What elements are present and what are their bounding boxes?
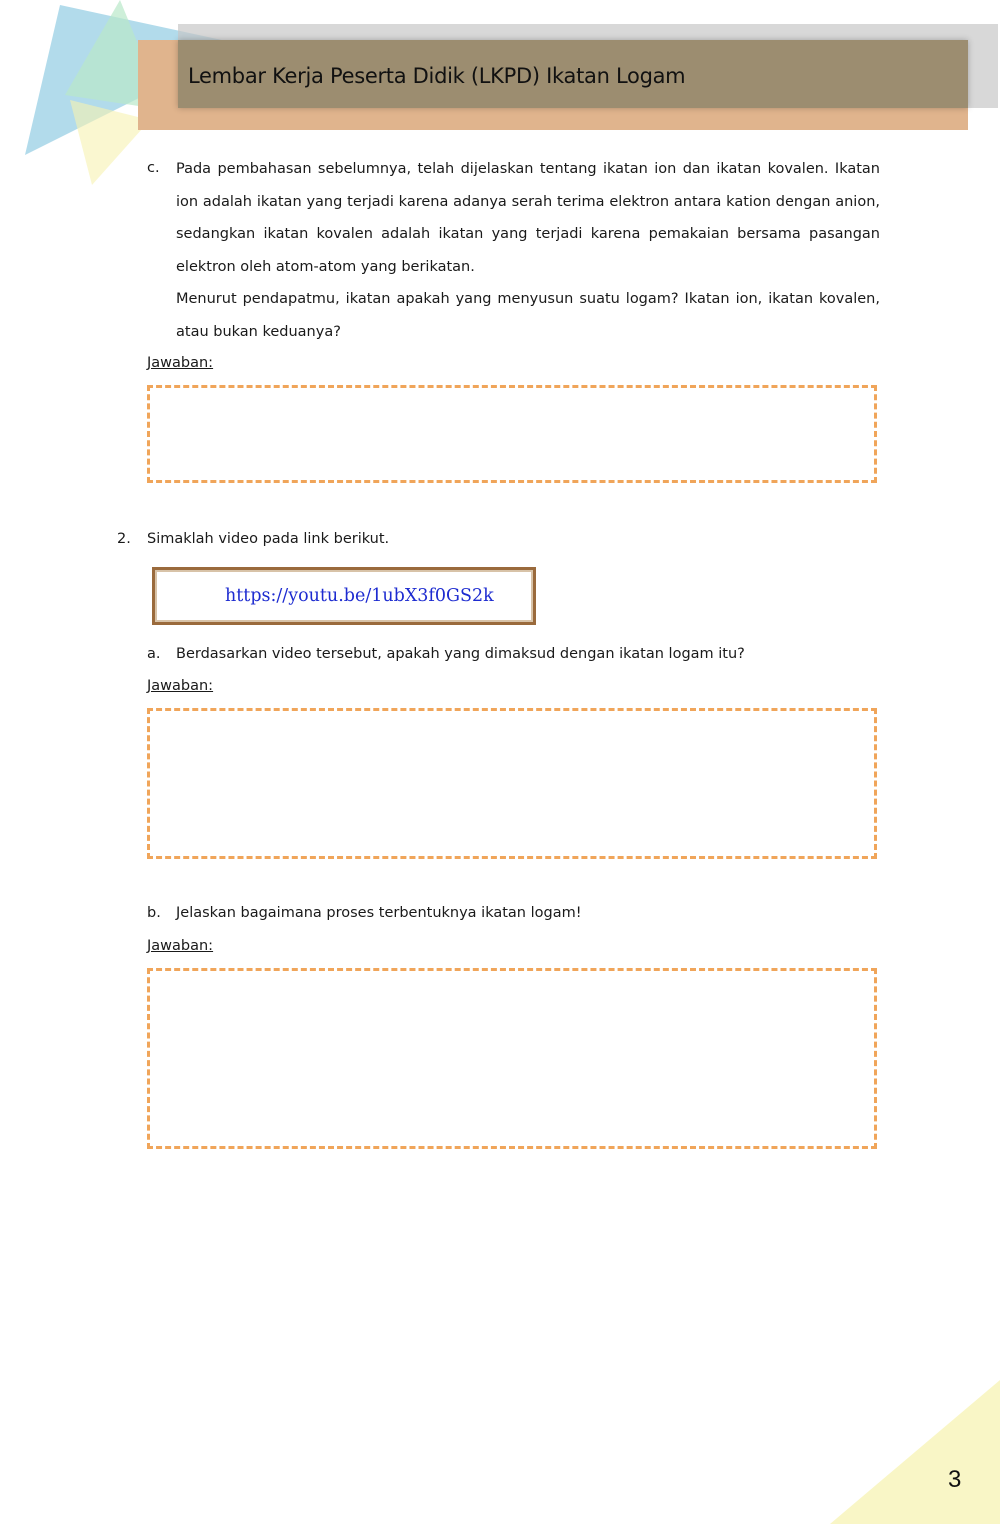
item-2a-text: Berdasarkan video tersebut, apakah yang dimaksud dengan ikatan logam itu? xyxy=(176,646,745,662)
item-c-paragraph-1: Pada pembahasan sebelumnya, telah dijelaskan tentang ikatan ion dan ikatan kovalen. Ikatan ion adalah ikatan yang terjadi karena adanya serah terima elektron antara kation dengan anion, sedangkan ikatan kovalen adalah ikatan yang terjadi karena pemakaian bersama pasangan elektron oleh atom-atom yang berikatan. xyxy=(176,161,880,275)
item-2a-answer-box[interactable] xyxy=(147,708,877,859)
item-2b-answer-label: Jawaban: xyxy=(147,938,214,954)
item-2a-marker: a. xyxy=(147,646,161,662)
item-2-marker: 2. xyxy=(117,531,131,547)
item-c-marker: c. xyxy=(147,160,160,176)
item-c-paragraph-2: Menurut pendapatmu, ikatan apakah yang menyusun suatu logam? Ikatan ion, ikatan kovalen, atau bukan keduanya? xyxy=(176,291,880,340)
video-link-inner xyxy=(155,570,533,622)
item-c-answer-label: Jawaban: xyxy=(147,355,214,371)
page-number: 3 xyxy=(948,1466,962,1493)
item-2b-answer-box[interactable] xyxy=(147,968,877,1149)
item-2-text: Simaklah video pada link berikut. xyxy=(147,531,390,547)
item-2b-text: Jelaskan bagaimana proses terbentuknya ikatan logam! xyxy=(176,905,582,921)
video-link-box[interactable] xyxy=(152,567,536,625)
item-2a-answer-label: Jawaban: xyxy=(147,678,214,694)
corner-decoration-bottom xyxy=(830,1380,1000,1524)
page-title: Lembar Kerja Peserta Didik (LKPD) Ikatan Logam xyxy=(188,64,686,88)
item-c-answer-box[interactable] xyxy=(147,385,877,483)
item-2b-marker: b. xyxy=(147,905,161,921)
video-link[interactable]: https://youtu.be/1ubX3f0GS2k xyxy=(225,586,494,606)
